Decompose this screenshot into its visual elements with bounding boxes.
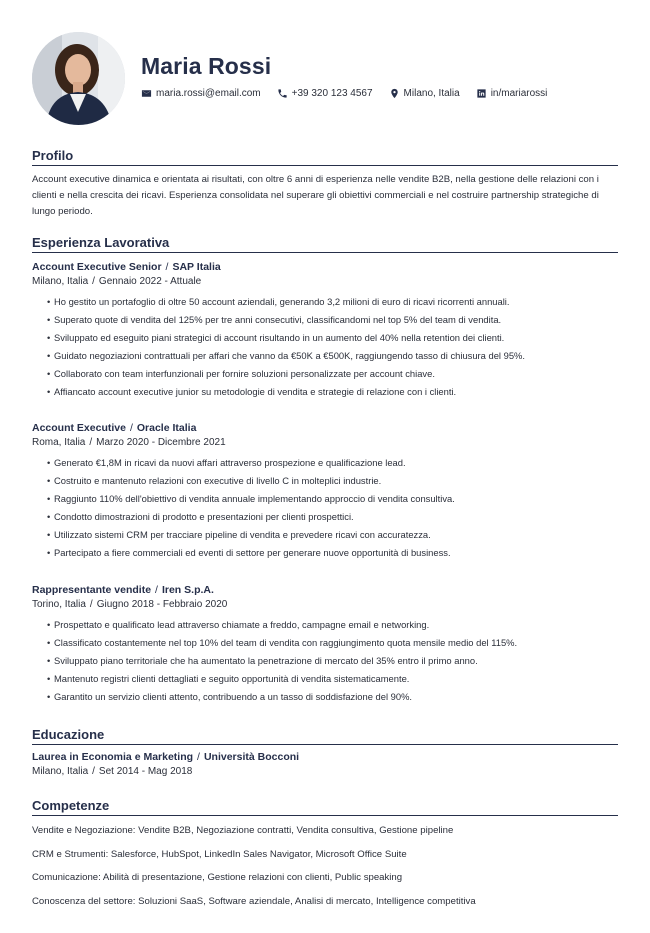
job-meta-line bbox=[32, 437, 618, 448]
experience-heading: Esperienza Lavorativa bbox=[32, 235, 618, 253]
bullet-item: • Collaborato con team interfunzionali per fornire soluzioni personalizzate per account chiave. bbox=[48, 365, 618, 383]
degree: Laurea in Economia e Marketing bbox=[32, 751, 194, 763]
bullet-item: • Guidato negoziazioni contrattuali per affari che vanno da €50K a €500K, raggiungendo tasso di chiusura del 95%. bbox=[48, 347, 618, 365]
education-heading: Educazione bbox=[32, 727, 618, 745]
job-role: Account Executive Senior bbox=[32, 261, 162, 273]
bullet-item: • Sviluppato piano territoriale che ha aumentato la penetrazione di mercato del 35% entro il primo anno. bbox=[48, 652, 618, 670]
skills-section bbox=[32, 798, 618, 918]
job-location: Roma, Italia bbox=[32, 437, 86, 448]
job-location: Torino, Italia bbox=[32, 599, 86, 610]
contact-email[interactable] bbox=[141, 88, 261, 99]
separator: / bbox=[92, 766, 95, 777]
separator: / bbox=[89, 437, 93, 448]
separator: / bbox=[89, 599, 93, 610]
location-pin-icon bbox=[389, 88, 400, 99]
resume-header bbox=[32, 32, 618, 126]
bullet-item: • Generato €1,8M in ricavi da nuovi affari attraverso prospezione e qualificazione lead. bbox=[48, 454, 618, 472]
separator: / bbox=[197, 751, 200, 763]
resume-page bbox=[32, 32, 618, 907]
linkedin-icon bbox=[476, 88, 487, 99]
location-text: Milano, Italia bbox=[403, 88, 460, 99]
education-section bbox=[32, 727, 618, 777]
contact-phone[interactable] bbox=[277, 88, 373, 99]
skills-list bbox=[32, 824, 618, 918]
bullet-item: • Sviluppato ed eseguito piani strategici di account risultando in un aumento del 40% nella retention dei clienti. bbox=[48, 329, 618, 347]
bullet-item: • Partecipato a fiere commerciali ed eventi di settore per generare nuove opportunità di business. bbox=[48, 544, 618, 562]
job-bullets bbox=[32, 616, 618, 706]
job-entry bbox=[32, 261, 618, 400]
job-role: Account Executive bbox=[32, 422, 126, 434]
bullet-item: • Ho gestito un portafoglio di oltre 50 account aziendali, generando 3,2 milioni di euro di ricavi ricorrenti annuali. bbox=[48, 293, 618, 311]
job-company: SAP Italia bbox=[172, 261, 221, 273]
job-dates: Giugno 2018 - Febbraio 2020 bbox=[96, 599, 228, 610]
experience-section bbox=[32, 235, 618, 253]
bullet-item: • Raggiunto 110% dell'obiettivo di vendita annuale implementando approccio di vendita consultiva. bbox=[48, 490, 618, 508]
phone-icon bbox=[277, 88, 288, 99]
job-location: Milano, Italia bbox=[32, 276, 89, 287]
job-bullets bbox=[32, 293, 618, 400]
job-bullets bbox=[32, 454, 618, 561]
job-dates: Marzo 2020 - Dicembre 2021 bbox=[96, 437, 226, 448]
skill-line: Comunicazione: Abilità di presentazione, Gestione relazioni con clienti, Public speaking bbox=[32, 872, 403, 883]
job-meta-line bbox=[32, 599, 618, 610]
email-text: maria.rossi@email.com bbox=[156, 88, 261, 99]
education-dates: Set 2014 - Mag 2018 bbox=[98, 766, 193, 777]
contact-location bbox=[389, 88, 460, 99]
bullet-item: • Affiancato account executive junior su metodologie di vendita e strategie di relazione con i clienti. bbox=[48, 383, 618, 401]
profile-text: Account executive dinamica e orientata ai risultati, con oltre 6 anni di esperienza nelle vendite B2B, nella gestione delle relazioni con i clienti e nella crescita dei ricavi. Esperienza consolidata nel superare gli obiettivi commerciali e nel costruire partnership strategiche di lungo periodo. bbox=[32, 174, 599, 217]
email-icon bbox=[141, 88, 152, 99]
job-title-line bbox=[32, 261, 618, 273]
bullet-item: • Garantito un servizio clienti attento, contribuendo a un tasso di soddisfazione del 90%. bbox=[48, 688, 618, 706]
skills-heading: Competenze bbox=[32, 798, 618, 816]
profile-section bbox=[32, 148, 618, 220]
separator: / bbox=[165, 261, 169, 273]
skill-line: Conoscenza del settore: Soluzioni SaaS, Software aziendale, Analisi di mercato, Intelligence competitiva bbox=[32, 895, 476, 907]
linkedin-text: in/mariarossi bbox=[490, 88, 548, 99]
phone-text: +39 320 123 4567 bbox=[291, 88, 373, 99]
contact-bar bbox=[141, 88, 563, 99]
job-meta-line bbox=[32, 276, 618, 287]
job-role: Rappresentante vendite bbox=[32, 584, 152, 596]
job-company: Oracle Italia bbox=[136, 422, 197, 434]
job-title-line bbox=[32, 584, 618, 596]
job-entry bbox=[32, 422, 618, 561]
bullet-item: • Costruito e mantenuto relazioni con executive di livello C in molteplici industrie. bbox=[48, 472, 618, 490]
skill-line: Vendite e Negoziazione: Vendite B2B, Negoziazione contratti, Vendita consultiva, Gestione pipeline bbox=[32, 825, 454, 836]
separator: / bbox=[129, 422, 133, 434]
bullet-item: • Prospettato e qualificato lead attraverso chiamate a freddo, campagne email e networking. bbox=[48, 616, 618, 634]
avatar bbox=[32, 32, 125, 125]
bullet-item: • Superato quote di vendita del 125% per tre anni consecutivi, classificandomi nel top 5% del team di vendita. bbox=[48, 311, 618, 329]
education-title-line bbox=[32, 751, 618, 763]
contact-linkedin[interactable] bbox=[476, 88, 548, 99]
education-location: Milano, Italia bbox=[32, 766, 89, 777]
bullet-item: • Mantenuto registri clienti dettagliati e seguito opportunità di vendita sistematicamente. bbox=[48, 670, 618, 688]
school: Università Bocconi bbox=[203, 751, 300, 763]
profile-heading: Profilo bbox=[32, 148, 618, 166]
bullet-item: • Utilizzato sistemi CRM per tracciare pipeline di vendita e prevedere ricavi con accuratezza. bbox=[48, 526, 618, 544]
candidate-name: Maria Rossi bbox=[141, 53, 272, 79]
separator: / bbox=[155, 584, 158, 596]
job-title-line bbox=[32, 422, 618, 434]
bullet-item: • Condotto dimostrazioni di prodotto e presentazioni per clienti prospettici. bbox=[48, 508, 618, 526]
bullet-item: • Classificato costantemente nel top 10% del team di vendita con raggiungimento quota mensile medio del 115%. bbox=[48, 634, 618, 652]
education-meta-line bbox=[32, 766, 618, 777]
job-entry bbox=[32, 584, 618, 706]
skill-line: CRM e Strumenti: Salesforce, HubSpot, LinkedIn Sales Navigator, Microsoft Office Suite bbox=[32, 848, 407, 860]
separator: / bbox=[92, 276, 95, 287]
job-company: Iren S.p.A. bbox=[161, 584, 214, 596]
job-dates: Gennaio 2022 - Attuale bbox=[98, 276, 202, 287]
